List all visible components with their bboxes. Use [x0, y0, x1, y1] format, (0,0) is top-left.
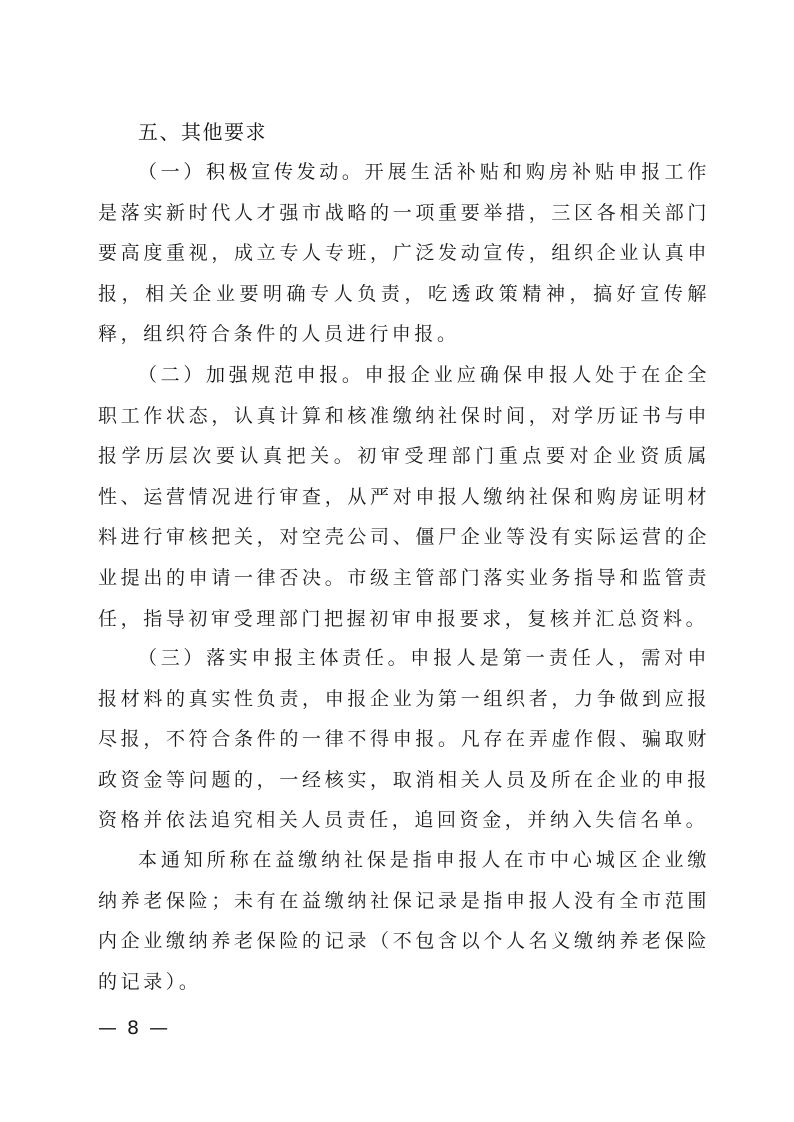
paragraph-definition [98, 840, 710, 1002]
paragraph-responsibility-text: 申报人是第一责任人，需对申报材料的真实性负责，申报企业为第一组织者，力争做到应报尽报，不符合条件的一律不得申报。凡存在弄虚作假、骗取财政资金等问题的，一经核实，取消相关人员及所在企业的申报资格并依法追究相关人员责任，追回资金，并纳入失信名单。 [98, 647, 710, 832]
subheading-standardize: （二）加强规范申报。 [138, 364, 365, 386]
paragraph-definition-text: 本通知所称在益缴纳社保是指申报人在市中心城区企业缴纳养老保险；未有在益缴纳社保记录是指申报人没有全市范围内企业缴纳养老保险的记录（不包含以个人名义缴纳养老保险的记录）。 [98, 849, 710, 993]
paragraph-responsibility [98, 638, 710, 841]
section-heading: 五、其他要求 [138, 120, 267, 144]
subheading-responsibility: （三）落实申报主体责任。 [138, 647, 411, 669]
paragraph-standardize [98, 355, 710, 639]
paragraph-publicity-text: 开展生活补贴和购房补贴申报工作是落实新时代人才强市战略的一项重要举措，三区各相关部门要高度重视，成立专人专班，广泛发动宣传，组织企业认真申报，相关企业要明确专人负责，吃透政策精神，搞好宣传解释，组织符合条件的人员进行申报。 [98, 161, 710, 346]
paragraph-standardize-text: 申报企业应确保申报人处于在企全职工作状态，认真计算和核准缴纳社保时间，对学历证书与申报学历层次要认真把关。初审受理部门重点要对企业资质属性、运营情况进行审查，从严对申报人缴纳社保和购房证明材料进行审核把关，对空壳公司、僵尸企业等没有实际运营的企业提出的申请一律否决。市级主管部门落实业务指导和监管责任，指导初审受理部门把握初审申报要求，复核并汇总资料。 [98, 364, 710, 630]
page-number: — 8 — [98, 1017, 171, 1039]
subheading-publicity: （一）积极宣传发动。 [138, 161, 365, 183]
paragraph-publicity [98, 152, 710, 355]
